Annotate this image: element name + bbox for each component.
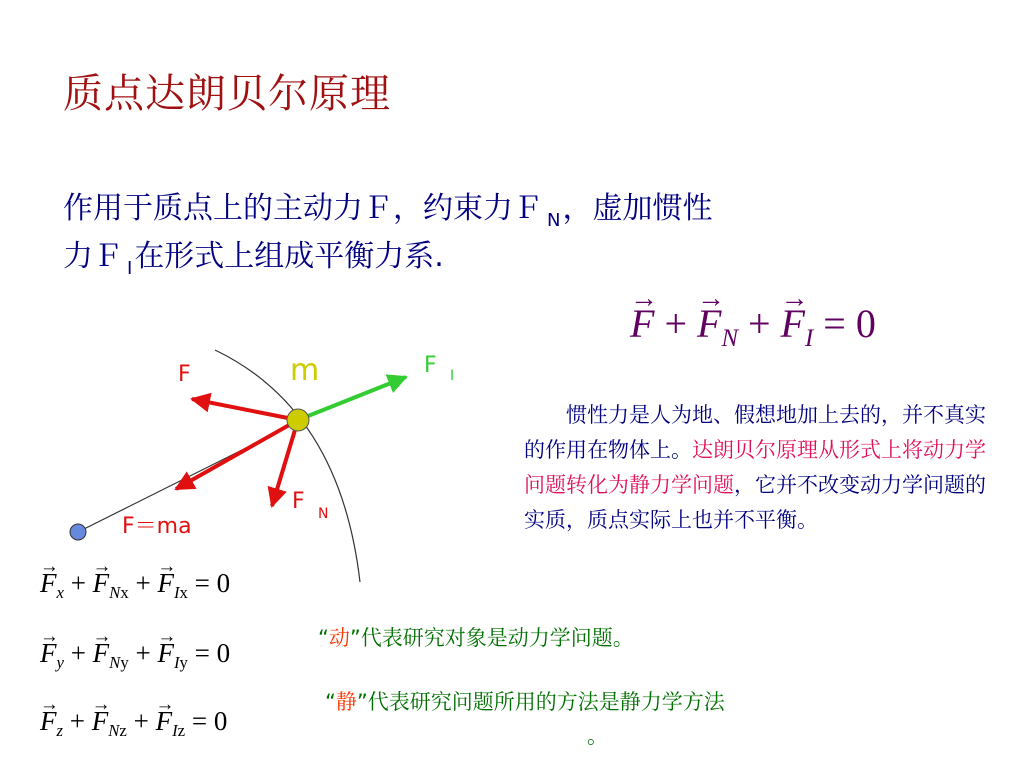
plus-sign: + <box>135 568 151 598</box>
vector-F: → F <box>40 568 57 599</box>
subscript-axis: z <box>56 720 64 740</box>
quote-open: “ <box>318 626 329 650</box>
zero: 0 <box>855 301 876 346</box>
subscript-axis: z <box>119 720 127 740</box>
vector-FI: → F <box>781 300 805 347</box>
equals-sign: = <box>194 638 210 668</box>
vector-F: → F <box>40 638 57 669</box>
plus-sign: + <box>747 301 771 346</box>
vector-F: → F <box>92 706 109 737</box>
plus-sign: + <box>70 638 86 668</box>
vector-F: → F <box>93 568 110 599</box>
subscript-N: N <box>109 652 121 672</box>
equals-sign: = <box>191 706 208 736</box>
subscript-N: N <box>721 324 738 352</box>
description-highlight: 达朗贝尔原理从形式上将动力学问题转化为静力学问题 <box>524 438 986 497</box>
main-equation <box>630 300 876 352</box>
intro-text-2: ，虚加惯性 <box>562 191 713 226</box>
subscript-I: I <box>173 582 180 602</box>
note-jing-end: 。 <box>587 724 608 748</box>
note-jing <box>325 686 725 716</box>
vector-F: → F <box>156 706 173 737</box>
subscript-axis: x <box>120 582 129 602</box>
description-paragraph <box>524 398 986 538</box>
subscript-axis: z <box>177 720 186 740</box>
zero: 0 <box>213 706 228 736</box>
quote-close: ” <box>349 626 361 650</box>
subscript-axis: y <box>56 652 64 672</box>
subscript-N: N <box>108 720 120 740</box>
label-FN-sub: N <box>318 506 329 522</box>
vector-F: → F <box>630 300 654 347</box>
note-dong-char: 动 <box>328 626 350 650</box>
note-jing-text: 代表研究问题所用的方法是静力学方法 <box>367 690 725 714</box>
subscript-I: I <box>172 720 178 740</box>
subscript-axis: x <box>56 582 64 602</box>
plus-sign: + <box>664 301 687 346</box>
intro-sub-i: I <box>127 258 133 279</box>
subscript-I: I <box>173 652 180 672</box>
note-jing-char: 静 <box>335 690 357 714</box>
plus-sign: + <box>135 638 151 668</box>
intro-text-4: 在形式上组成平衡力系. <box>134 239 444 274</box>
quote-close: ” <box>356 690 368 714</box>
subscript-N: N <box>109 582 121 602</box>
plus-sign: + <box>70 568 86 598</box>
slide-title: 质点达朗贝尔原理 <box>63 71 391 117</box>
label-FI-sub: I <box>450 368 455 384</box>
description-text-2: ，它并不改变动力学问题的实质，质点实际上也并不平衡。 <box>524 473 986 532</box>
subscript-axis: y <box>179 652 188 672</box>
intro-text-1: 作用于质点上的主动力Ｆ，约束力Ｆ <box>63 191 543 226</box>
label-F-equals-ma: F＝ma <box>122 514 192 539</box>
description-indent <box>524 403 566 427</box>
force-diagram <box>0 330 520 590</box>
intro-text-3: 力Ｆ <box>63 239 123 274</box>
equals-sign: = <box>194 568 210 598</box>
equation-x <box>40 568 231 602</box>
subscript-I: I <box>804 324 814 352</box>
vector-F: → F <box>157 568 174 599</box>
plus-sign: + <box>133 706 149 736</box>
equals-sign: = <box>823 301 846 346</box>
label-FN: F <box>292 489 305 514</box>
vector-F: → F <box>157 638 174 669</box>
equation-z <box>40 706 228 740</box>
note-dong-text: 代表研究对象是动力学问题。 <box>360 626 634 650</box>
intro-line-1 <box>63 186 963 236</box>
force-F-arrow <box>192 399 298 420</box>
equation-y <box>40 638 231 672</box>
vector-F: → F <box>93 638 110 669</box>
vector-F: → F <box>40 706 57 737</box>
vector-FN: → F <box>697 300 721 347</box>
zero: 0 <box>216 568 231 598</box>
mass-point <box>287 409 309 431</box>
label-F: F <box>178 362 191 387</box>
label-FI: F <box>424 353 437 378</box>
trajectory-curve <box>215 350 360 582</box>
center-point <box>70 524 86 540</box>
zero: 0 <box>216 638 231 668</box>
note-dong <box>318 622 634 652</box>
subscript-axis: y <box>120 652 129 672</box>
intro-sub-n: N <box>547 210 561 231</box>
intro-line-2 <box>63 234 963 284</box>
subscript-axis: x <box>179 582 188 602</box>
label-m: m <box>290 353 320 388</box>
plus-sign: + <box>69 706 85 736</box>
quote-open: “ <box>325 690 336 714</box>
description-text-1: 惯性力是人为地、假想地加上去的，并不真实的作用在物体上。 <box>524 403 986 462</box>
